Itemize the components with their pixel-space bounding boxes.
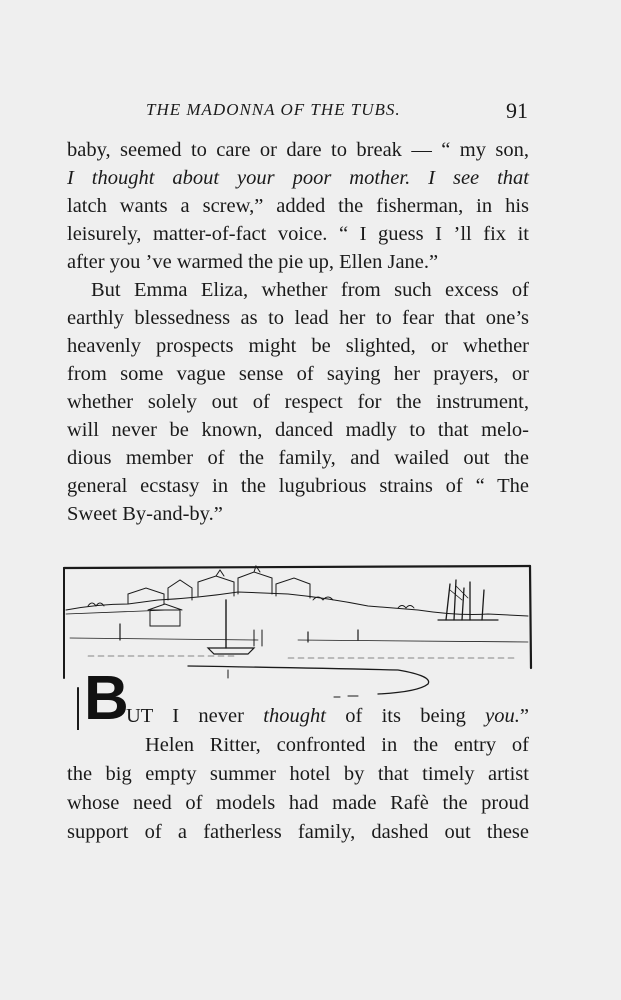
emphasis-text: thought bbox=[263, 705, 326, 727]
text-fragment: ” bbox=[519, 705, 529, 727]
text-line: Sweet By-and-by.” bbox=[67, 503, 223, 525]
text-line: dious member of the family, and wailed out the bbox=[67, 447, 529, 469]
running-title: THE MADONNA OF THE TUBS. bbox=[146, 100, 401, 119]
text-line: after you ’ve warmed the pie up, Ellen Jane.” bbox=[67, 251, 439, 273]
drop-cap: B bbox=[84, 664, 129, 733]
text-line: latch wants a screw,” added the fisherman, in his bbox=[67, 195, 529, 217]
text-line bbox=[67, 164, 529, 192]
text-line: heavenly prospects might be slighted, or whether bbox=[67, 335, 529, 357]
text-fragment: UT I never bbox=[126, 705, 264, 727]
text-line: the big empty summer hotel by that timely artist bbox=[67, 763, 529, 785]
text-line: But Emma Eliza, whether from such excess of bbox=[91, 279, 529, 301]
text-line: baby, seemed to care or dare to break — “ my son, bbox=[67, 139, 529, 161]
text-line: general ecstasy in the lugubrious strains of “ The bbox=[67, 475, 529, 497]
emphasis-text: you. bbox=[485, 705, 520, 727]
text-line-content: I thought about your poor mother. I see that bbox=[67, 167, 529, 189]
text-line: whether solely out of respect for the instrument, bbox=[67, 391, 529, 413]
text-line bbox=[126, 702, 529, 730]
text-line: Helen Ritter, confronted in the entry of bbox=[145, 734, 529, 756]
page-number: 91 bbox=[506, 98, 528, 123]
text-line: will never be known, danced madly to that melo- bbox=[67, 419, 529, 441]
text-line: earthly blessedness as to lead her to fear that one’s bbox=[67, 307, 529, 329]
text-line: whose need of models had made Rafè the proud bbox=[67, 792, 529, 814]
text-line: support of a fatherless family, dashed out these bbox=[67, 821, 529, 843]
text-line: leisurely, matter-of-fact voice. “ I guess I ’ll fix it bbox=[67, 223, 529, 245]
text-line: from some vague sense of saying her prayers, or bbox=[67, 363, 529, 385]
text-fragment: of its being bbox=[325, 705, 486, 727]
